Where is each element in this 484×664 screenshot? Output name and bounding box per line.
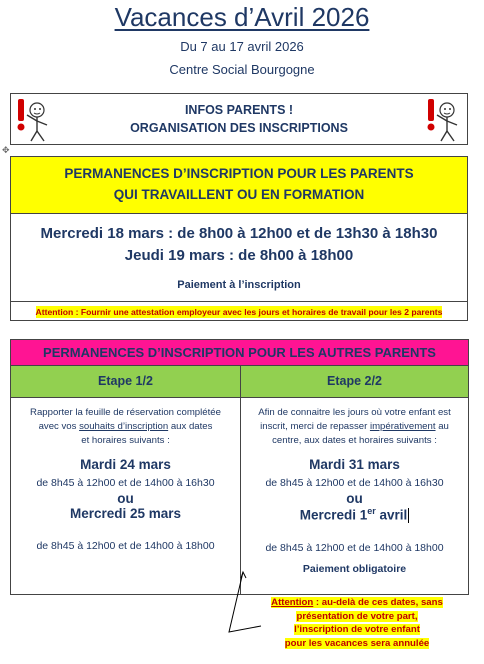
step-2-intro-b-end: au xyxy=(435,421,449,432)
attention-highlight xyxy=(36,306,443,318)
date-range: Du 7 au 17 avril 2026 xyxy=(180,39,304,54)
info-parents-box xyxy=(10,93,468,145)
step-2-hours-1: de 8h45 à 12h00 et de 14h00 à 16h30 xyxy=(265,477,444,489)
other-parents-heading-text: PERMANENCES D’INSCRIPTION POUR LES AUTRES PARENTS xyxy=(43,345,436,360)
step-2-or: ou xyxy=(346,491,363,506)
warning-line-2 xyxy=(259,610,455,624)
step-1-intro-underlined: souhaits d’inscription xyxy=(79,421,169,432)
step-2-intro-b-start: inscrit, merci de repasser xyxy=(260,421,370,432)
step-2-day-2 xyxy=(241,506,468,523)
schedule-line-1: Mercredi 18 mars : de 8h00 à 12h00 et de 13h30 à 18h30 xyxy=(40,225,438,242)
schedule-line-2: Jeudi 19 mars : de 8h00 à 18h00 xyxy=(124,247,354,264)
step-2-hours-2: de 8h45 à 12h00 et de 14h00 à 18h00 xyxy=(265,541,444,554)
table-move-handle-icon[interactable]: ✥ xyxy=(2,145,10,155)
step-2-day-2-start: Mercredi 1 xyxy=(299,507,368,523)
working-parents-box xyxy=(10,156,468,321)
step-1-hours-2: de 8h45 à 12h00 et de 14h00 à 18h00 xyxy=(36,540,215,552)
attention-text: Fournir une attestation employeur avec les jours et horaires de travail pour les 2 parents xyxy=(78,307,443,317)
step-1-intro-c: et horaires suivants : xyxy=(81,435,170,446)
other-parents-box xyxy=(10,339,469,595)
step-2-intro-b xyxy=(241,420,468,434)
step-2-intro-c: centre, aux dates et horaires suivants : xyxy=(272,435,437,446)
heading-line-1: PERMANENCES D’INSCRIPTION POUR LES PARENTS xyxy=(64,166,414,181)
step-2-intro-a: Afin de connaitre les jours où votre enfant est xyxy=(258,407,451,418)
other-parents-heading xyxy=(11,340,468,366)
step-2-payment: Paiement obligatoire xyxy=(302,562,407,575)
text-cursor xyxy=(408,508,409,523)
step-1-intro-b-start: avec vos xyxy=(38,421,80,432)
step-1-column xyxy=(11,406,240,552)
warning-line-1 xyxy=(259,596,455,610)
warning-line-4-text: pour les vacances sera annulée xyxy=(284,637,430,649)
document-title: Vacances d’Avril 2026 xyxy=(114,2,370,32)
attention-note xyxy=(11,301,467,321)
step-2-day-2-suffix: er xyxy=(367,506,376,516)
step-2-intro-underlined: impérativement xyxy=(369,421,436,432)
step-2-day-2-end: avril xyxy=(375,507,408,523)
attention-label: Attention : xyxy=(35,307,79,317)
step-2-column xyxy=(241,406,468,575)
warning-line-3 xyxy=(259,623,455,637)
step-1-day-1: Mardi 24 mars xyxy=(80,457,171,472)
exclamation-figure-icon xyxy=(425,97,463,143)
payment-note: Paiement à l’inscription xyxy=(177,279,301,291)
step-1-intro-b xyxy=(11,420,240,434)
step-1-hours-1: de 8h45 à 12h00 et de 14h00 à 16h30 xyxy=(36,477,215,489)
step-1-day-2: Mercredi 25 mars xyxy=(69,506,182,521)
step-1-heading: Etape 1/2 xyxy=(11,366,240,398)
info-line-1: INFOS PARENTS ! xyxy=(184,103,294,117)
step-2-heading: Etape 2/2 xyxy=(241,366,468,398)
cancellation-warning xyxy=(259,596,455,650)
warning-label: Attention xyxy=(271,597,314,608)
warning-line-4 xyxy=(259,637,455,651)
working-parents-schedule xyxy=(11,214,467,301)
heading-line-2: QUI TRAVAILLENT OU EN FORMATION xyxy=(113,187,365,202)
working-parents-heading xyxy=(11,157,467,214)
step-1-intro-a: Rapporter la feuille de réservation complétée xyxy=(30,407,221,418)
warning-line-1-text: : au-delà de ces dates, sans xyxy=(313,597,443,608)
step-1-or: ou xyxy=(117,491,134,506)
warning-line-2-text: présentation de votre part, xyxy=(296,610,418,622)
centre-name: Centre Social Bourgogne xyxy=(169,62,315,77)
info-line-2: ORGANISATION DES INSCRIPTIONS xyxy=(130,121,348,135)
step-2-day-1: Mardi 31 mars xyxy=(309,457,400,472)
warning-line-3-text: l’inscription de votre enfant xyxy=(294,624,420,635)
step-1-intro-b-end: aux dates xyxy=(168,421,213,432)
